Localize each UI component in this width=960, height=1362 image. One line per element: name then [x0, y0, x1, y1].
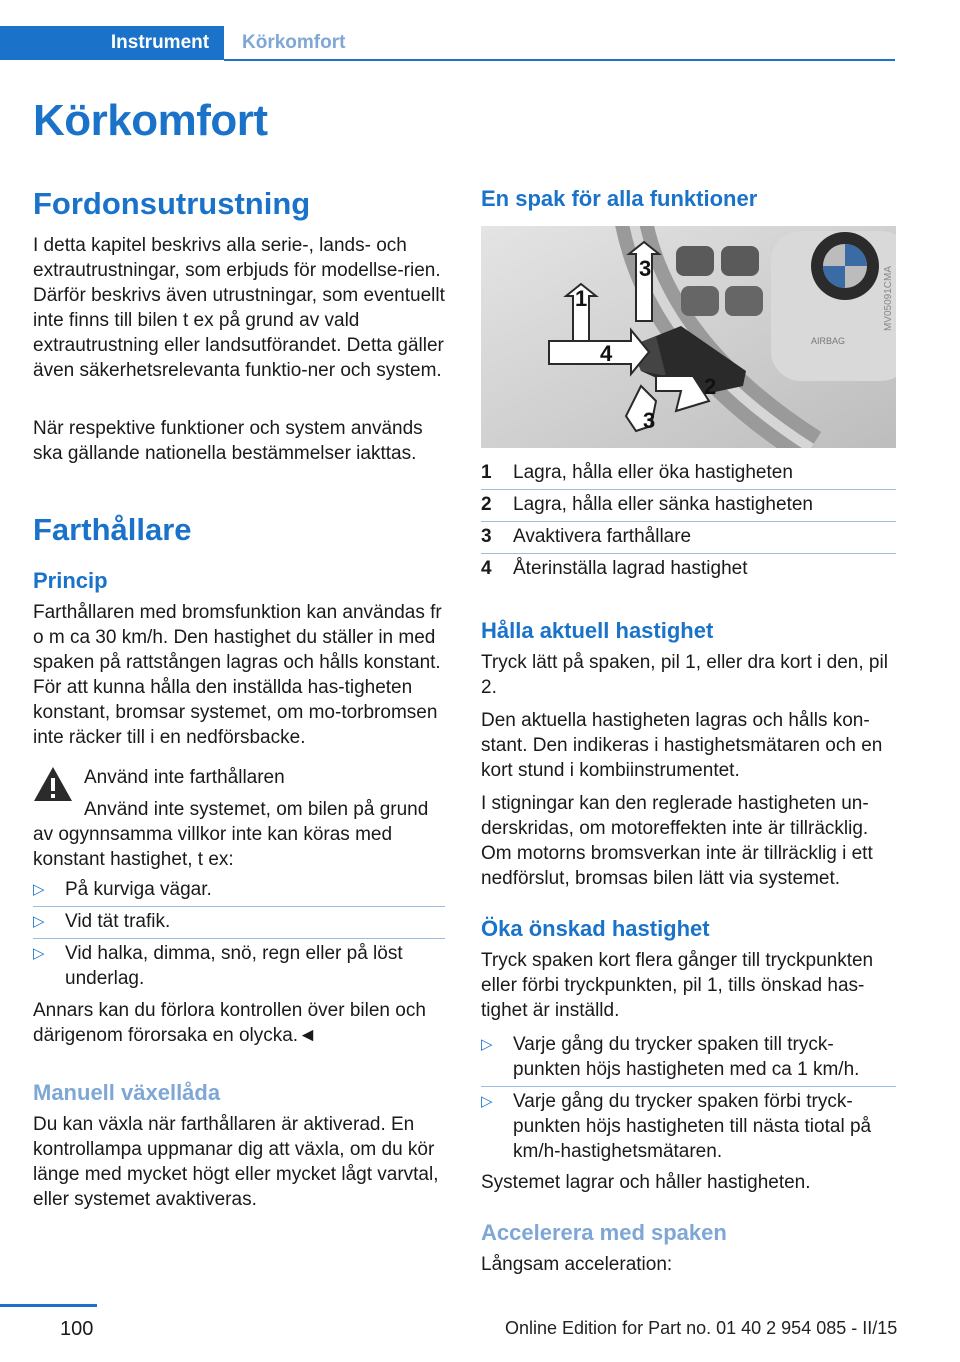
- paragraph-oka: Tryck spaken kort flera gånger till tryckpunkten eller förbi tryckpunkten, pil 1, tills önskad has-tighet är inställd.: [481, 950, 874, 1021]
- subsection-title-oka: Öka önskad hastighet: [481, 916, 710, 941]
- paragraph-intro: I detta kapitel beskrivs alla serie-, lands- och extrautrustningar, som erbjuds för modellse-rien. Därför beskrivs även utrustningar, som eventuellt inte finns till bilen t ex på grund av vald extrautrustning eller landsutförandet. Detta gäller även säkerhetsrelevanta funktio-ner och system.: [33, 235, 445, 381]
- page-title: Körkomfort: [33, 96, 268, 145]
- bullet-triangle-icon: ▷: [33, 881, 45, 898]
- list-divider: [33, 906, 445, 907]
- subsection-title-halla: Hålla aktuell hastighet: [481, 618, 714, 643]
- subsection-title-manuell-vaxellada: Manuell växellåda: [33, 1080, 221, 1105]
- list-divider: [33, 938, 445, 939]
- legend-divider: [481, 489, 896, 490]
- list-item: ▷ Varje gång du trycker spaken till tryck-punkten höjs hastigheten med ca 1 km/h.: [481, 1034, 860, 1080]
- legend-divider: [481, 521, 896, 522]
- figure-label: 1: [575, 286, 588, 311]
- figure-label: 3: [643, 408, 656, 433]
- header-accent-bar: [0, 26, 96, 60]
- figure-label: 4: [600, 341, 613, 366]
- warning-paragraph: Använd inte systemet, om bilen på grund av ogynnsamma villkor inte kan köras med konstant hastighet, t ex:: [33, 799, 429, 870]
- figure-label: 2: [704, 374, 717, 399]
- subsection-title-princip: Princip: [33, 568, 108, 593]
- figure-code: MV05091CMA: [883, 266, 894, 332]
- list-item: ▷ Vid halka, dimma, snö, regn eller på löst underlag.: [33, 943, 403, 989]
- legend-item: 1 Lagra, hålla eller öka hastigheten: [481, 462, 793, 483]
- bullet-triangle-icon: ▷: [33, 945, 45, 962]
- legend-item: 2 Lagra, hålla eller sänka hastigheten: [481, 494, 813, 515]
- paragraph-princip: Farthållaren med bromsfunktion kan användas fr o m ca 30 km/h. Den hastighet du ställer in med spaken på rattstången lagras och hålls konstant. För att kunna hålla den inställda has-tigheten konstant, bromsar systemet, om mo-torbromsen inte räcker till i en nedförsbacke.: [33, 602, 442, 748]
- list-item: ▷ Vid tät trafik.: [33, 911, 171, 932]
- section-title-farthallare: Farthållare: [33, 512, 192, 547]
- list-item: ▷ På kurviga vägar.: [33, 879, 212, 900]
- section-title-fordonsutrustning: Fordonsutrustning: [33, 186, 311, 221]
- legend-divider: [481, 553, 896, 554]
- paragraph-manuell-vaxellada: Du kan växla när farthållaren är aktiverad. En kontrollampa uppmanar dig att växla, om du kör länge med mycket högt eller mycket lågt varvtal, eller systemet avaktiveras.: [33, 1114, 439, 1210]
- bullet-triangle-icon: ▷: [481, 1093, 493, 1110]
- paragraph-halla-1: Tryck lätt på spaken, pil 1, eller dra kort i den, pil 2.: [481, 652, 888, 698]
- subsection-title-spak: En spak för alla funktioner: [481, 186, 758, 211]
- lever-diagram: [481, 226, 896, 448]
- paragraph-accelerera: Långsam acceleration:: [481, 1254, 673, 1275]
- warning-conclusion: Annars kan du förlora kontrollen över bilen och därigenom förorsaka en olycka.◄: [33, 1000, 426, 1046]
- tab-instrument[interactable]: Instrument: [96, 26, 224, 60]
- list-divider: [481, 1086, 896, 1087]
- paragraph-regulations: När respektive funktioner och system används ska gällande nationella bestämmelser iakttas.: [33, 418, 423, 464]
- subsection-title-accelerera: Accelerera med spaken: [481, 1220, 727, 1245]
- steering-lever-illustration: [481, 226, 896, 448]
- paragraph-halla-2: Den aktuella hastigheten lagras och hålls kon-stant. Den indikeras i hastighetsmätaren och en kort stund i kombiinstrumentet.: [481, 710, 883, 781]
- page-number: 100: [60, 1318, 94, 1340]
- legend-item: 4 Återinställa lagrad hastighet: [481, 558, 748, 579]
- paragraph-halla-3: I stigningar kan den reglerade hastigheten un-derskridas, om motoreffekten inte är tillräcklig. Om motorns bromsverkan inte är tillräcklig i ett nedförslut, bromsas bilen lätt via systemet.: [481, 793, 873, 889]
- paragraph-oka-end: Systemet lagrar och håller hastigheten.: [481, 1172, 811, 1193]
- bullet-triangle-icon: ▷: [33, 913, 45, 930]
- footer-edition: Online Edition for Part no. 01 40 2 954 085 - II/15: [505, 1318, 898, 1338]
- header-rule: [224, 59, 895, 61]
- warning-title: Använd inte farthållaren: [84, 767, 285, 788]
- list-item: ▷ Varje gång du trycker spaken förbi tryck-punkten höjs hastigheten till nästa tiotal på km/h-hastighetsmätaren.: [481, 1091, 872, 1162]
- tab-korkomfort[interactable]: Körkomfort: [242, 32, 346, 53]
- svg-text:AIRBAG: AIRBAG: [811, 336, 846, 346]
- figure-label: 3: [639, 256, 652, 281]
- legend-item: 3 Avaktivera farthållare: [481, 526, 692, 547]
- bullet-triangle-icon: ▷: [481, 1036, 493, 1053]
- footer-accent-bar: [0, 1304, 97, 1307]
